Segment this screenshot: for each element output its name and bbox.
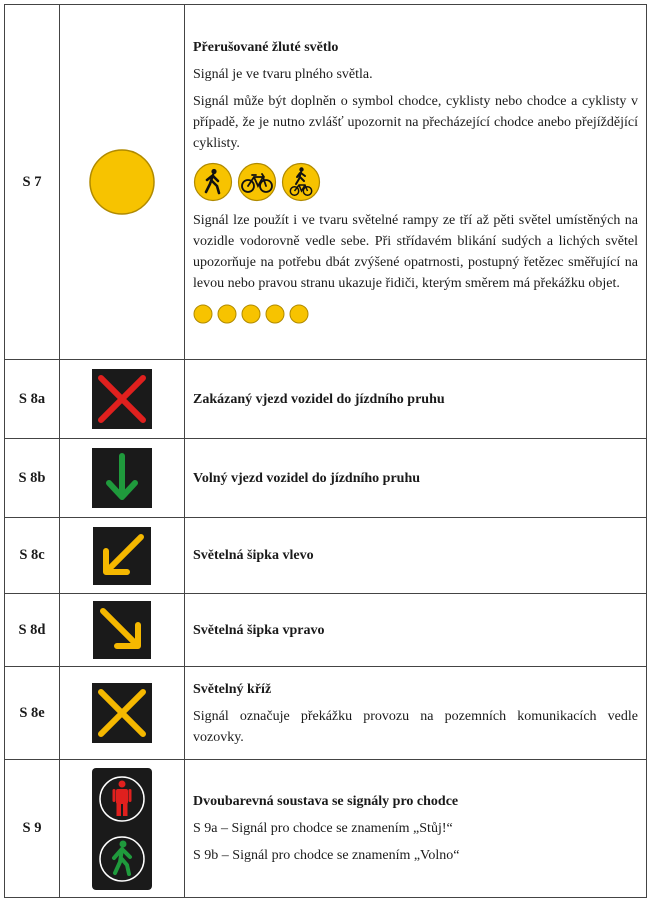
- symbol-row: [193, 162, 638, 202]
- title-s8d: Světelná šipka vpravo: [193, 622, 325, 638]
- row-s9: [5, 760, 647, 898]
- pic-s8e: [60, 667, 185, 760]
- title-s8c: Světelná šipka vlevo: [193, 548, 314, 563]
- desc-s7: [185, 5, 647, 360]
- desc-s8c: [185, 518, 647, 594]
- code-s8d: S 8d: [5, 594, 60, 667]
- ramp-light-icon: [289, 304, 309, 324]
- red-cross-icon: [92, 369, 152, 429]
- desc-s8d: [185, 594, 647, 667]
- text-s9a: S 9a – Signál pro chodce se znamením „Stůj!“: [193, 821, 453, 836]
- ramp-light-icon: [193, 304, 213, 324]
- bicycle-icon: [237, 162, 277, 202]
- text-s9b: S 9b – Signál pro chodce se znamením „Volno“: [193, 848, 460, 863]
- title-s9: Dvoubarevná soustava se signály pro chodce: [193, 794, 459, 809]
- desc-s8e: [185, 667, 647, 760]
- pedestrian-bicycle-icon: [281, 162, 321, 202]
- pic-s9: [60, 760, 185, 898]
- text-s7-3: Signál lze použít i ve tvaru světelné rampy ze tří až pěti světel umístěných na vozidle vodorovně vedle sebe. Při střídavém blikání sudých a lichých světel upozorňuje na potřebu dbát zvýšené opatrnosti, postupný řetězec směřující na levou nebo pravou stranu ukazuje řidiči, kterým směrem má překážku objet.: [193, 212, 638, 291]
- pic-s8a: [60, 360, 185, 439]
- yellow-cross-icon: [92, 683, 152, 743]
- pedestrian-signal-icon: [92, 768, 152, 890]
- title-s8b: Volný vjezd vozidel do jízdního pruhu: [193, 470, 421, 486]
- signals-table: [4, 4, 647, 898]
- pic-s8b: [60, 439, 185, 518]
- arrow-down-left-icon: [93, 527, 151, 585]
- code-s8e: S 8e: [5, 667, 60, 760]
- green-arrow-down-icon: [92, 448, 152, 508]
- code-s8c: S 8c: [5, 518, 60, 594]
- code-s8a: S 8a: [5, 360, 60, 439]
- desc-s8a: [185, 360, 647, 439]
- row-s8a: [5, 360, 647, 439]
- code-s7: S 7: [5, 5, 60, 360]
- row-s8e: [5, 667, 647, 760]
- pic-s8c: [60, 518, 185, 594]
- desc-s8b: [185, 439, 647, 518]
- code-s9: S 9: [5, 760, 60, 898]
- pedestrian-icon: [193, 162, 233, 202]
- title-s8a: Zakázaný vjezd vozidel do jízdního pruhu: [193, 391, 445, 407]
- pic-s7: [60, 5, 185, 360]
- row-s8c: [5, 518, 647, 594]
- title-s7: Přerušované žluté světlo: [193, 39, 339, 55]
- text-s7-1: Signál je ve tvaru plného světla.: [193, 66, 373, 82]
- row-s8b: [5, 439, 647, 518]
- ramp-light-icon: [265, 304, 285, 324]
- ramp-light-icon: [241, 304, 261, 324]
- code-s8b: S 8b: [5, 439, 60, 518]
- text-s7-2: Signál může být doplněn o symbol chodce, cyklisty nebo chodce a cyklisty v případě, že je nutno zvlášť upozornit na přecházející chodce anebo přejíždějící cyklisty.: [193, 93, 638, 151]
- desc-s9: [185, 760, 647, 898]
- ramp-light-icon: [217, 304, 237, 324]
- row-s8d: [5, 594, 647, 667]
- pic-s8d: [60, 594, 185, 667]
- arrow-down-right-icon: [93, 601, 151, 659]
- yellow-light-icon: [87, 147, 157, 217]
- title-s8e: Světelný kříž: [193, 681, 272, 697]
- light-ramp: [193, 304, 638, 324]
- text-s8e-1: Signál označuje překážku provozu na pozemních komunikacích vedle vozovky.: [193, 708, 638, 745]
- row-s7: [5, 5, 647, 360]
